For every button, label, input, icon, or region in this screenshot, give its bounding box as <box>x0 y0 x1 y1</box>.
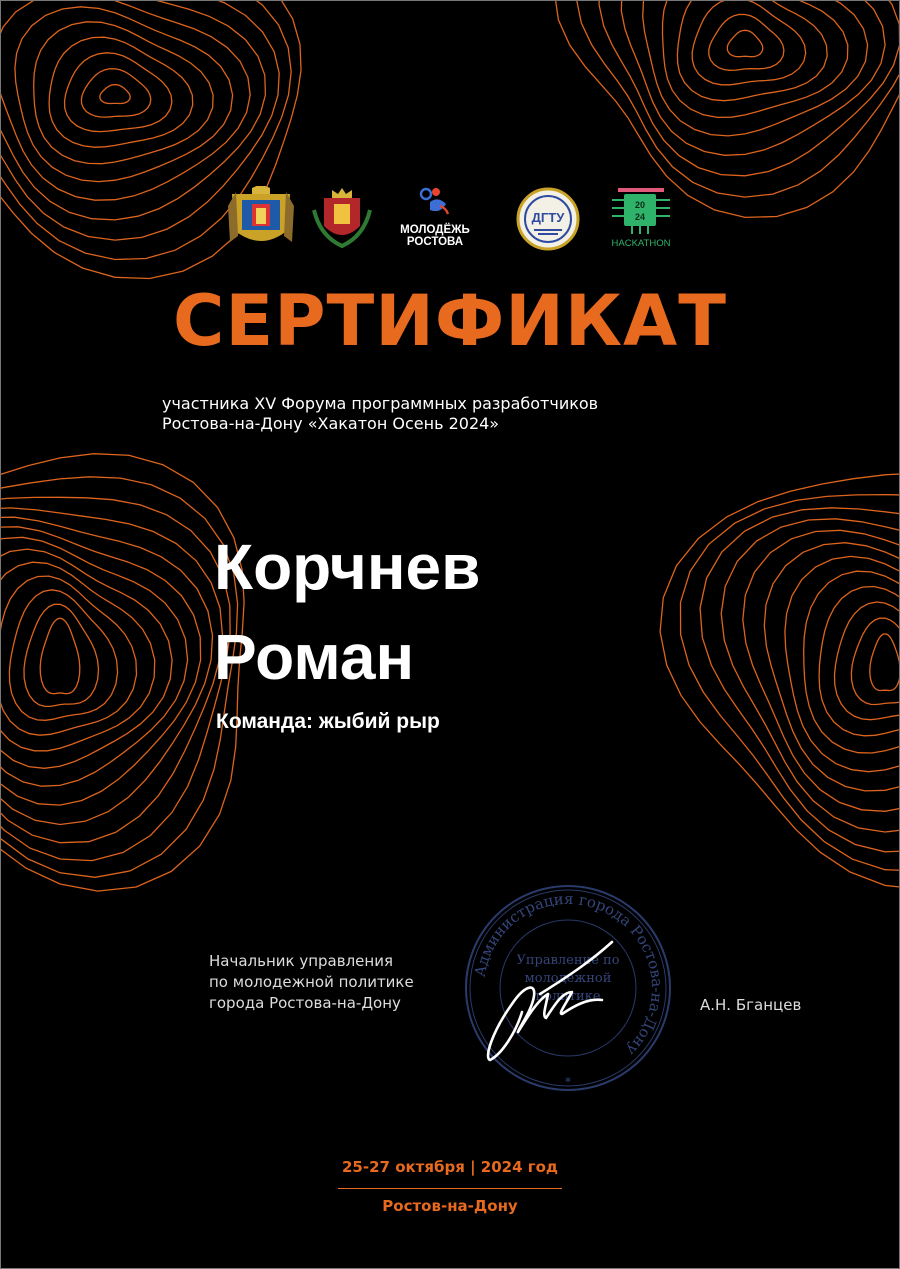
contour-line <box>49 37 193 147</box>
contour-line <box>24 604 99 706</box>
rostov-oblast-coat-of-arms-icon <box>226 186 296 252</box>
contour-mid-right <box>660 473 900 889</box>
dstu-logo-icon <box>516 186 580 252</box>
hackathon-logo-text: HACKATHON <box>611 238 671 249</box>
hackathon-2024-logo-icon <box>606 186 676 252</box>
official-stamp <box>462 882 674 1094</box>
contour-line <box>15 7 233 182</box>
contour-top-right <box>554 0 900 217</box>
certificate-title: СЕРТИФИКАТ <box>173 280 727 362</box>
hackathon-year-bottom: 24 <box>634 212 646 222</box>
contour-line <box>660 473 900 889</box>
subtitle-line1: участника XV Форума программных разработчиков <box>162 394 599 413</box>
contour-line <box>870 634 900 691</box>
signer-position <box>209 951 469 1014</box>
stamp-inner-line2: молодежной <box>524 971 612 986</box>
recipient-name <box>214 522 480 702</box>
molodezh-rostova-logo <box>392 186 478 252</box>
stamp-outer-text: Администрация города Ростова-на-Дону <box>470 889 667 1060</box>
rostov-city-coat-of-arms-icon <box>310 186 374 252</box>
dates-divider <box>338 1188 562 1189</box>
hackathon-year-top: 20 <box>634 200 646 210</box>
contour-line <box>721 519 900 832</box>
contour-line <box>65 53 172 132</box>
contour-line <box>0 477 238 878</box>
signer-position-line2: по молодежной политике <box>209 973 414 991</box>
logo-text-line2: РОСТОВА <box>406 236 464 248</box>
contour-line <box>0 517 213 824</box>
event-dates: 25-27 октября | 2024 год <box>342 1158 558 1176</box>
event-city: Ростов-на-Дону <box>382 1197 518 1215</box>
contour-line <box>851 618 900 704</box>
contour-line <box>81 69 150 117</box>
molodezh-emblem-icon <box>418 186 452 216</box>
partner-logos <box>222 186 682 256</box>
team-name: Команда: жыбий рыр <box>216 710 440 733</box>
subtitle-line2: Ростова-на-Дону «Хакатон Осень 2024» <box>162 414 500 433</box>
contour-mid-left <box>0 454 244 891</box>
contour-line <box>0 576 136 735</box>
certificate-subtitle <box>162 394 762 434</box>
contour-line <box>709 14 784 70</box>
contour-line <box>804 571 900 753</box>
signer-name: А.Н. Бганцев <box>700 996 802 1014</box>
recipient-first-name: Роман <box>214 621 415 693</box>
logo-text-line1: МОЛОДЁЖЬ <box>400 224 470 236</box>
recipient-last-name: Корчнев <box>214 531 481 603</box>
contour-line <box>727 30 762 56</box>
contour-line <box>0 508 222 843</box>
contour-line <box>692 0 806 85</box>
signer-position-line3: города Ростова-на-Дону <box>209 994 401 1012</box>
stamp-inner-line3: политике <box>535 989 601 1004</box>
contour-line <box>681 495 900 871</box>
signer-position-line1: Начальник управления <box>209 952 393 970</box>
stamp-star: * <box>565 1075 571 1089</box>
contour-line <box>743 530 900 811</box>
contour-line <box>100 85 130 104</box>
stamp-inner-line1: Управление по <box>516 953 620 968</box>
contour-line <box>40 618 80 693</box>
dstu-logo-text: ДГТУ <box>531 210 565 225</box>
